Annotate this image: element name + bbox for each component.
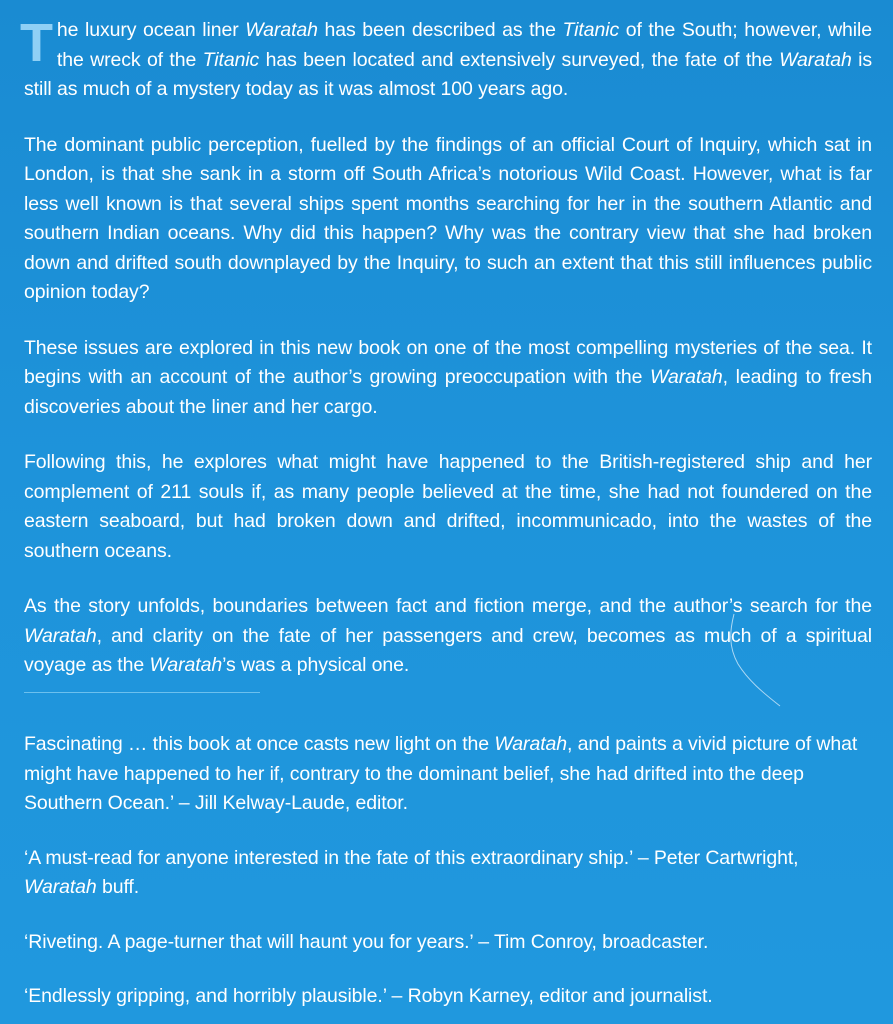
blurb-body [20, 13, 873, 681]
paragraph-intro: The luxury ocean liner Waratah has been described as the Titanic of the South; however, while the wreck of the Titanic has been located and extensively surveyed, the fate of the Waratah is still as much of a mystery today as it was almost 100 years ago. [20, 13, 873, 100]
section-divider [24, 692, 260, 693]
paragraph-public-perception: The dominant public perception, fuelled by the findings of an official Court of Inquiry, which sat in London, is that she sank in a storm off South Africa’s notorious Wild Coast. However, what is far less well known is that several ships spent months searching for her in the southern Atlantic and southern Indian oceans. Why did this happen? Why was the contrary view that she had broken down and drifted south downplayed by the Inquiry, to such an extent that this still influences public opinion today? [24, 133, 872, 303]
quote-kelway-laude: Fascinating … this book at once casts new light on the Waratah, and paints a vivid picture of what might have happened to her if, contrary to the dominant belief, she had drifted into the deep Southern Ocean.’ – Jill Kelway-Laude, editor. [24, 733, 858, 814]
quote-karney: ‘Endlessly gripping, and horribly plausible.’ – Robyn Karney, editor and journalist. [24, 985, 713, 1007]
paragraph-following-this: Following this, he explores what might have happened to the British-registered ship and her complement of 211 souls if, as many people believed at the time, she had not foundered on the eastern seaboard, but had broken down and drifted, incommunicado, into the wastes of the southern oceans. [24, 451, 872, 562]
drop-cap: T [20, 13, 53, 73]
review-quotes [24, 730, 872, 1012]
paragraph-issues-explored: These issues are explored in this new book on one of the most compelling mysteries of the sea. It begins with an account of the author’s growing preoccupation with the Waratah, leading to fresh discoveries about the liner and her cargo. [24, 336, 873, 418]
quote-cartwright: ‘A must-read for anyone interested in the fate of this extraordinary ship.’ – Peter Cartwright, Waratah buff. [24, 846, 799, 898]
paragraph-story-unfolds: As the story unfolds, boundaries between fact and fiction merge, and the author’s search for the Waratah, and clarity on the fate of her passengers and crew, becomes as much of a spiritual voyage as the Waratah’s was a physical one. [24, 595, 872, 676]
quote-conroy: ‘Riveting. A page-turner that will haunt you for years.’ – Tim Conroy, broadcaster. [24, 930, 709, 953]
scratch-mark [720, 610, 800, 710]
